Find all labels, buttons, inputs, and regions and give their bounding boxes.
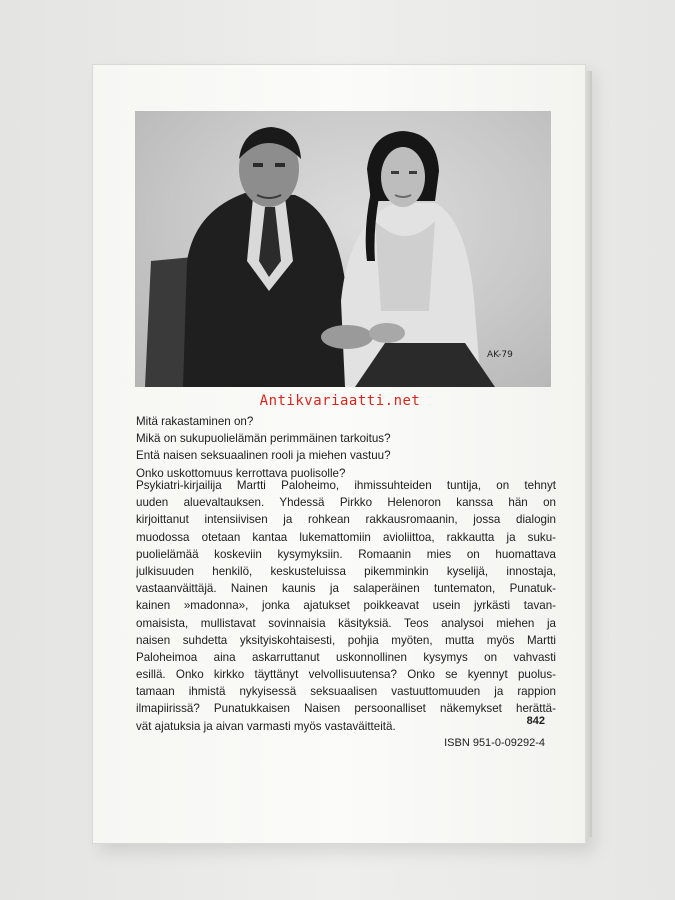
description-line: julkisuuden henkilö, keskusteluissa pikemminkin kyselijä, innostaja, <box>136 564 556 578</box>
watermark-text: Antikvariaatti.net <box>259 393 421 409</box>
hands <box>321 325 373 349</box>
description-line: esillä. Onko kirkko täyttänyt velvollisuutensa? Onko se kyennyt puolus- <box>136 668 556 682</box>
question-line: Onko uskottomuus kerrottava puolisolle? <box>136 466 346 480</box>
book-page-edge <box>585 71 592 837</box>
author-portrait-photo <box>135 111 551 387</box>
description-line: ilmapiirissä? Punatukkaisen Naisen persoonalliset näkemykset herättä- <box>136 702 556 716</box>
description-line: muodossa otetaan kantaa lukemattomiin avioliittoa, rakkautta ja suku- <box>136 530 556 544</box>
description-line: kirjoittanut intensiivisen ja rohkean rakkausromaanin, jossa dialogin <box>136 513 556 527</box>
description-line: Paloheimoa aina askarruttanut uskonnollinen kysymys on vahvasti <box>136 650 556 664</box>
photo-signature: AK-79 <box>487 350 513 360</box>
question-line: Entä naisen seksuaalinen rooli ja miehen vastuu? <box>136 449 391 463</box>
description-line: vät ajatuksia ja aivan varmasti myös vastaväitteitä. <box>136 719 396 733</box>
catalog-number: 842 <box>526 715 545 727</box>
question-line: Mikä on sukupuolielämän perimmäinen tarkoitus? <box>136 432 391 446</box>
description-line: uuden aluevaltauksen. Yhdessä Pirkko Helenoron kanssa hän on <box>136 496 556 510</box>
isbn-number: ISBN 951-0-09292-4 <box>444 737 545 749</box>
description-line: kainen »madonna», jonka ajatukset poikkeavat usein jyrkästi tavan- <box>136 599 556 613</box>
description-line: Psykiatri-kirjailija Martti Paloheimo, ihmissuhteiden tuntija, on tehnyt <box>136 479 556 492</box>
description-line: omaisista, mullistavat sovinnaisia käsityksiä. Teos analysoi miehen ja <box>136 616 556 630</box>
description-line: puolielämää koskeviin kysymyksiin. Romaanin mies on huomattava <box>136 547 556 561</box>
description-line: naisen suhdetta yksityiskohtaisesti, pohjia myöten, mutta myös Martti <box>136 633 556 647</box>
description-line: vastaanväittäjä. Nainen kaunis ja salaperäinen tuntematon, Punatuk- <box>136 582 556 596</box>
book-description <box>136 477 556 735</box>
book-back-cover <box>92 64 586 844</box>
question-list <box>136 413 556 482</box>
question-line: Mitä rakastaminen on? <box>136 415 254 428</box>
description-line: tamaan ihmistä nykyisessä seksuaalisen vastuuttomuuden ja rappion <box>136 685 556 699</box>
